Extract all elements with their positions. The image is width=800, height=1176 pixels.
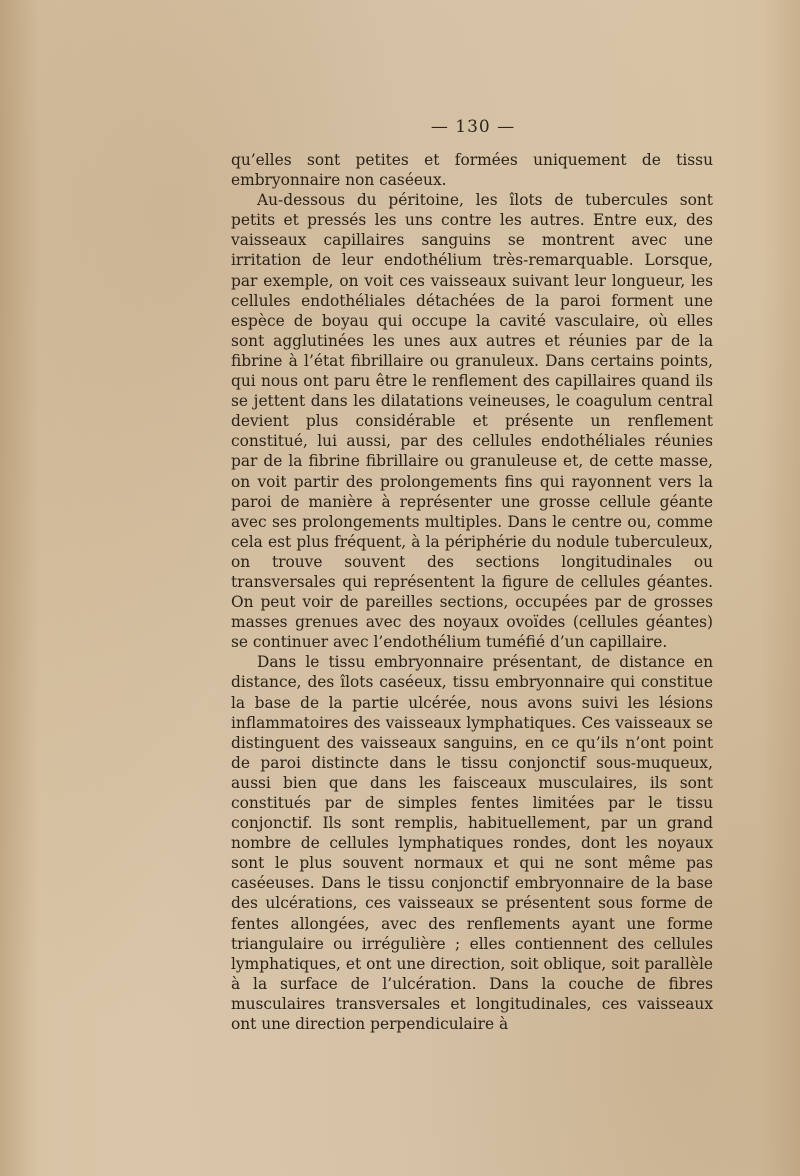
paragraph-lymphatiques: Dans le tissu embryonnaire présentant, de distance en distance, des îlots caséeux, tissu embryonnaire qui constitue la base de la partie ulcérée, nous avons suivi les lésions inflammatoires des vaisseaux lymphatiques. Ces vaisseaux se distinguent des vaisseaux sanguins, en ce qu’ils n’ont point de paroi distincte dans le tissu conjonctif sous-muqueux, aussi bien que dans les faisceaux musculaires, ils sont constitués par de simples fentes limitées par le tissu conjonctif. Ils sont remplis, habituellement, par un grand nombre de cellules lymphatiques rondes, dont les noyaux sont le plus souvent normaux et qui ne sont même pas caséeuses. Dans le tissu conjonctif embryonnaire de la base des ulcérations, ces vaisseaux se présentent sous forme de fentes allongées, avec des renflements ayant une forme triangulaire ou irrégulière ; elles contiennent des cellules lymphatiques, et ont une direction, soit oblique, soit parallèle à la surface de l’ulcération. Dans la couche de fibres musculaires transversales et longitudinales, ces vaisseaux ont une direction perpendiculaire à (231, 653, 713, 1034)
page-number: — 130 — (430, 117, 516, 137)
body-text (231, 150, 713, 1034)
paragraph-continuation: qu’elles sont petites et formées uniquement de tissu embryonnaire non caséeux. (231, 151, 713, 190)
paragraph-peritoine: Au-dessous du péritoine, les îlots de tubercules sont petits et pressés les uns contre les autres. Entre eux, des vaisseaux capillaires sanguins se montrent avec une irritation de leur endothélium très-remarquable. Lorsque, par exemple, on voit ces vaisseaux suivant leur longueur, les cellules endothéliales détachées de la paroi forment une espèce de boyau qui occupe la cavité vasculaire, où elles sont agglutinées les unes aux autres et réunies par de la fibrine à l’état fibrillaire ou granuleux. Dans certains points, qui nous ont paru être le renflement des capillaires quand ils se jettent dans les dilatations veineuses, le coagulum central devient plus considérable et présente un renflement constitué, lui aussi, par des cellules endothéliales réunies par de la fibrine fibrillaire ou granuleuse et, de cette masse, on voit partir des prolongements fins qui rayonnent vers la paroi de manière à représenter une grosse cellule géante avec ses prolongements multiples. Dans le centre ou, comme cela est plus fréquent, à la périphérie du nodule tuberculeux, on trouve souvent des sections longitudinales ou transversales qui représentent la figure de cellules géantes. On peut voir de pareilles sections, occupées par de grosses masses grenues avec des noyaux ovoïdes (cellules géantes) se continuer avec l’endothélium tuméfié d’un capillaire. (231, 191, 713, 652)
